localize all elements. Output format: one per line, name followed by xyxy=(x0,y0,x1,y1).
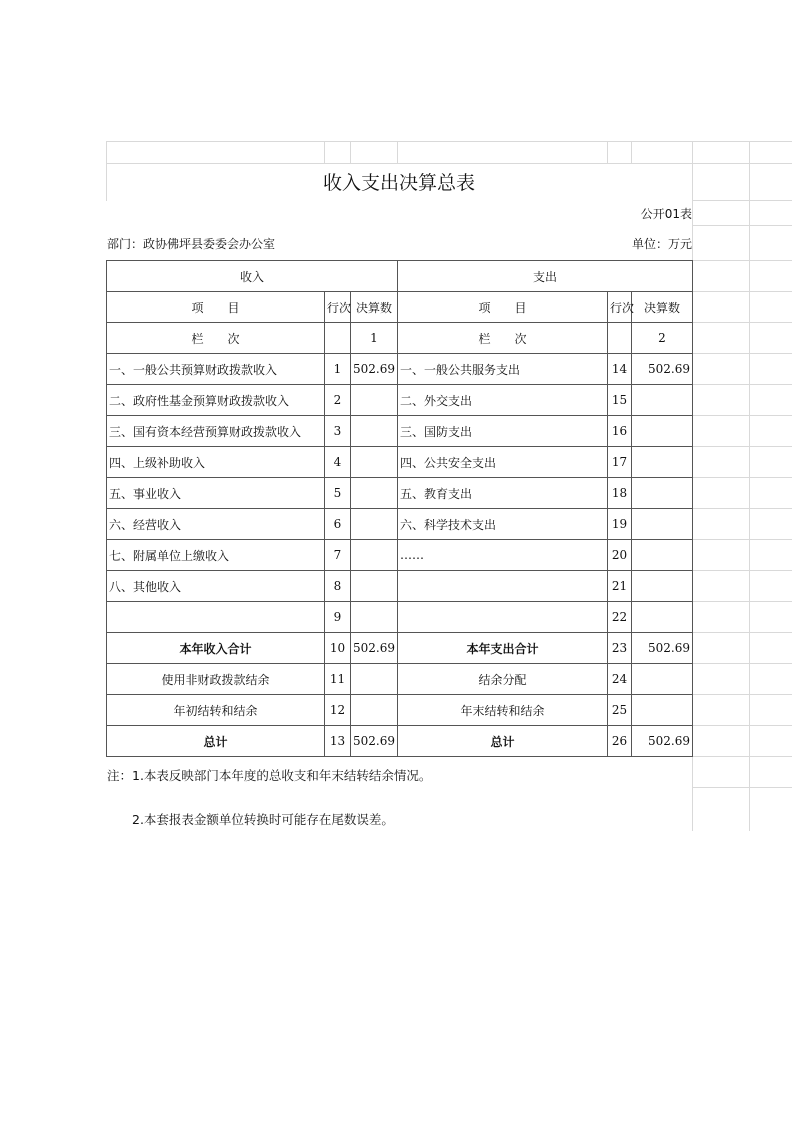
expense-item-cell xyxy=(398,571,608,602)
note-1: 注：1.本表反映部门本年度的总收支和年末结转结余情况。 xyxy=(107,768,432,783)
expense-amount-cell xyxy=(632,478,693,509)
expense-row-no-cell: 20 xyxy=(608,540,632,571)
income-row-no-cell: 4 xyxy=(325,447,351,478)
income-amount-cell xyxy=(351,509,398,540)
department-label: 部门：政协佛坪县委委会办公室 xyxy=(107,237,276,251)
expense-item-cell: 一、一般公共服务支出 xyxy=(398,354,608,385)
income-item-cell: 三、国有资本经营预算财政拨款收入 xyxy=(107,416,325,447)
income-row-no-cell: 7 xyxy=(325,540,351,571)
income-row-no-cell: 9 xyxy=(325,602,351,633)
income-amount-header: 决算数 xyxy=(351,292,398,323)
total-row xyxy=(107,633,693,664)
expense-item-cell: 总计 xyxy=(398,726,608,757)
expense-row-no-cell: 23 xyxy=(608,633,632,664)
income-row-no-cell: 13 xyxy=(325,726,351,757)
income-amount-cell xyxy=(351,478,398,509)
expense-amount-cell: 502.69 xyxy=(632,633,693,664)
expense-item-cell: 年末结转和结余 xyxy=(398,695,608,726)
income-item-cell: 本年收入合计 xyxy=(107,633,325,664)
expense-item-cell: 五、教育支出 xyxy=(398,478,608,509)
income-row-no-cell: 11 xyxy=(325,664,351,695)
expense-row-no-cell: 22 xyxy=(608,602,632,633)
expense-item-header: 项 目 xyxy=(398,292,608,323)
table-row xyxy=(107,416,693,447)
table-row xyxy=(107,447,693,478)
income-item-cell: 总计 xyxy=(107,726,325,757)
income-amount-cell: 502.69 xyxy=(351,633,398,664)
expense-row-header: 行次 xyxy=(608,292,632,323)
expense-amount-header: 决算数 xyxy=(632,292,693,323)
expense-item-cell: 结余分配 xyxy=(398,664,608,695)
expense-item-cell: …… xyxy=(398,540,608,571)
expense-amount-cell xyxy=(632,664,693,695)
income-row-no-cell: 8 xyxy=(325,571,351,602)
income-row-no-cell: 1 xyxy=(325,354,351,385)
note-2: 2.本套报表金额单位转换时可能存在尾数误差。 xyxy=(132,812,394,827)
income-row-no-cell: 6 xyxy=(325,509,351,540)
expense-row-no-cell: 16 xyxy=(608,416,632,447)
report-title: 收入支出决算总表 xyxy=(322,172,475,194)
expense-amount-cell xyxy=(632,385,693,416)
income-item-cell: 七、附属单位上缴收入 xyxy=(107,540,325,571)
income-item-cell: 四、上级补助收入 xyxy=(107,447,325,478)
expense-row-no-cell: 26 xyxy=(608,726,632,757)
expense-row-no-cell: 21 xyxy=(608,571,632,602)
unit-label: 单位：万元 xyxy=(631,237,692,251)
income-expense-table xyxy=(106,260,693,757)
income-amount-cell xyxy=(351,540,398,571)
income-item-cell: 年初结转和结余 xyxy=(107,695,325,726)
income-row-no-cell: 12 xyxy=(325,695,351,726)
form-code: 公开01表 xyxy=(640,207,692,221)
column-header-row xyxy=(107,292,693,323)
expense-amount-cell xyxy=(632,602,693,633)
income-item-cell: 五、事业收入 xyxy=(107,478,325,509)
table-row xyxy=(107,509,693,540)
expense-row-no-cell: 19 xyxy=(608,509,632,540)
expense-row-no-cell: 17 xyxy=(608,447,632,478)
income-column-number: 1 xyxy=(351,323,398,354)
total-row xyxy=(107,695,693,726)
income-amount-cell xyxy=(351,447,398,478)
income-row-no-cell: 5 xyxy=(325,478,351,509)
expense-amount-cell xyxy=(632,416,693,447)
income-amount-cell xyxy=(351,695,398,726)
expense-row-no-cell: 15 xyxy=(608,385,632,416)
expense-item-cell xyxy=(398,602,608,633)
income-column-label: 栏 次 xyxy=(107,323,325,354)
table-row xyxy=(107,385,693,416)
expense-amount-cell xyxy=(632,509,693,540)
table-row xyxy=(107,354,693,385)
income-amount-cell xyxy=(351,602,398,633)
income-item-cell: 一、一般公共预算财政拨款收入 xyxy=(107,354,325,385)
income-item-header: 项 目 xyxy=(107,292,325,323)
expense-amount-cell xyxy=(632,571,693,602)
income-row-no-cell: 10 xyxy=(325,633,351,664)
expense-amount-cell xyxy=(632,447,693,478)
expense-row-blank xyxy=(608,323,632,354)
total-row xyxy=(107,664,693,695)
income-item-cell: 二、政府性基金预算财政拨款收入 xyxy=(107,385,325,416)
expense-item-cell: 本年支出合计 xyxy=(398,633,608,664)
table-row xyxy=(107,602,693,633)
income-row-header: 行次 xyxy=(325,292,351,323)
income-amount-cell: 502.69 xyxy=(351,726,398,757)
income-amount-cell xyxy=(351,385,398,416)
expense-amount-cell: 502.69 xyxy=(632,354,693,385)
expense-amount-cell: 502.69 xyxy=(632,726,693,757)
expense-section-header: 支出 xyxy=(398,261,693,292)
column-number-row xyxy=(107,323,693,354)
income-section-header: 收入 xyxy=(107,261,398,292)
income-row-no-cell: 3 xyxy=(325,416,351,447)
table-row xyxy=(107,478,693,509)
expense-item-cell: 四、公共安全支出 xyxy=(398,447,608,478)
table-row xyxy=(107,571,693,602)
income-amount-cell xyxy=(351,571,398,602)
income-item-cell: 八、其他收入 xyxy=(107,571,325,602)
expense-column-label: 栏 次 xyxy=(398,323,608,354)
expense-item-cell: 二、外交支出 xyxy=(398,385,608,416)
expense-row-no-cell: 18 xyxy=(608,478,632,509)
expense-item-cell: 六、科学技术支出 xyxy=(398,509,608,540)
expense-row-no-cell: 14 xyxy=(608,354,632,385)
expense-amount-cell xyxy=(632,695,693,726)
income-amount-cell: 502.69 xyxy=(351,354,398,385)
income-row-no-cell: 2 xyxy=(325,385,351,416)
income-item-cell: 使用非财政拨款结余 xyxy=(107,664,325,695)
expense-item-cell: 三、国防支出 xyxy=(398,416,608,447)
income-amount-cell xyxy=(351,416,398,447)
income-row-blank xyxy=(325,323,351,354)
expense-row-no-cell: 24 xyxy=(608,664,632,695)
income-amount-cell xyxy=(351,664,398,695)
expense-row-no-cell: 25 xyxy=(608,695,632,726)
total-row xyxy=(107,726,693,757)
section-header-row xyxy=(107,261,693,292)
table-row xyxy=(107,540,693,571)
income-item-cell: 六、经营收入 xyxy=(107,509,325,540)
expense-column-number: 2 xyxy=(632,323,693,354)
income-item-cell xyxy=(107,602,325,633)
expense-amount-cell xyxy=(632,540,693,571)
